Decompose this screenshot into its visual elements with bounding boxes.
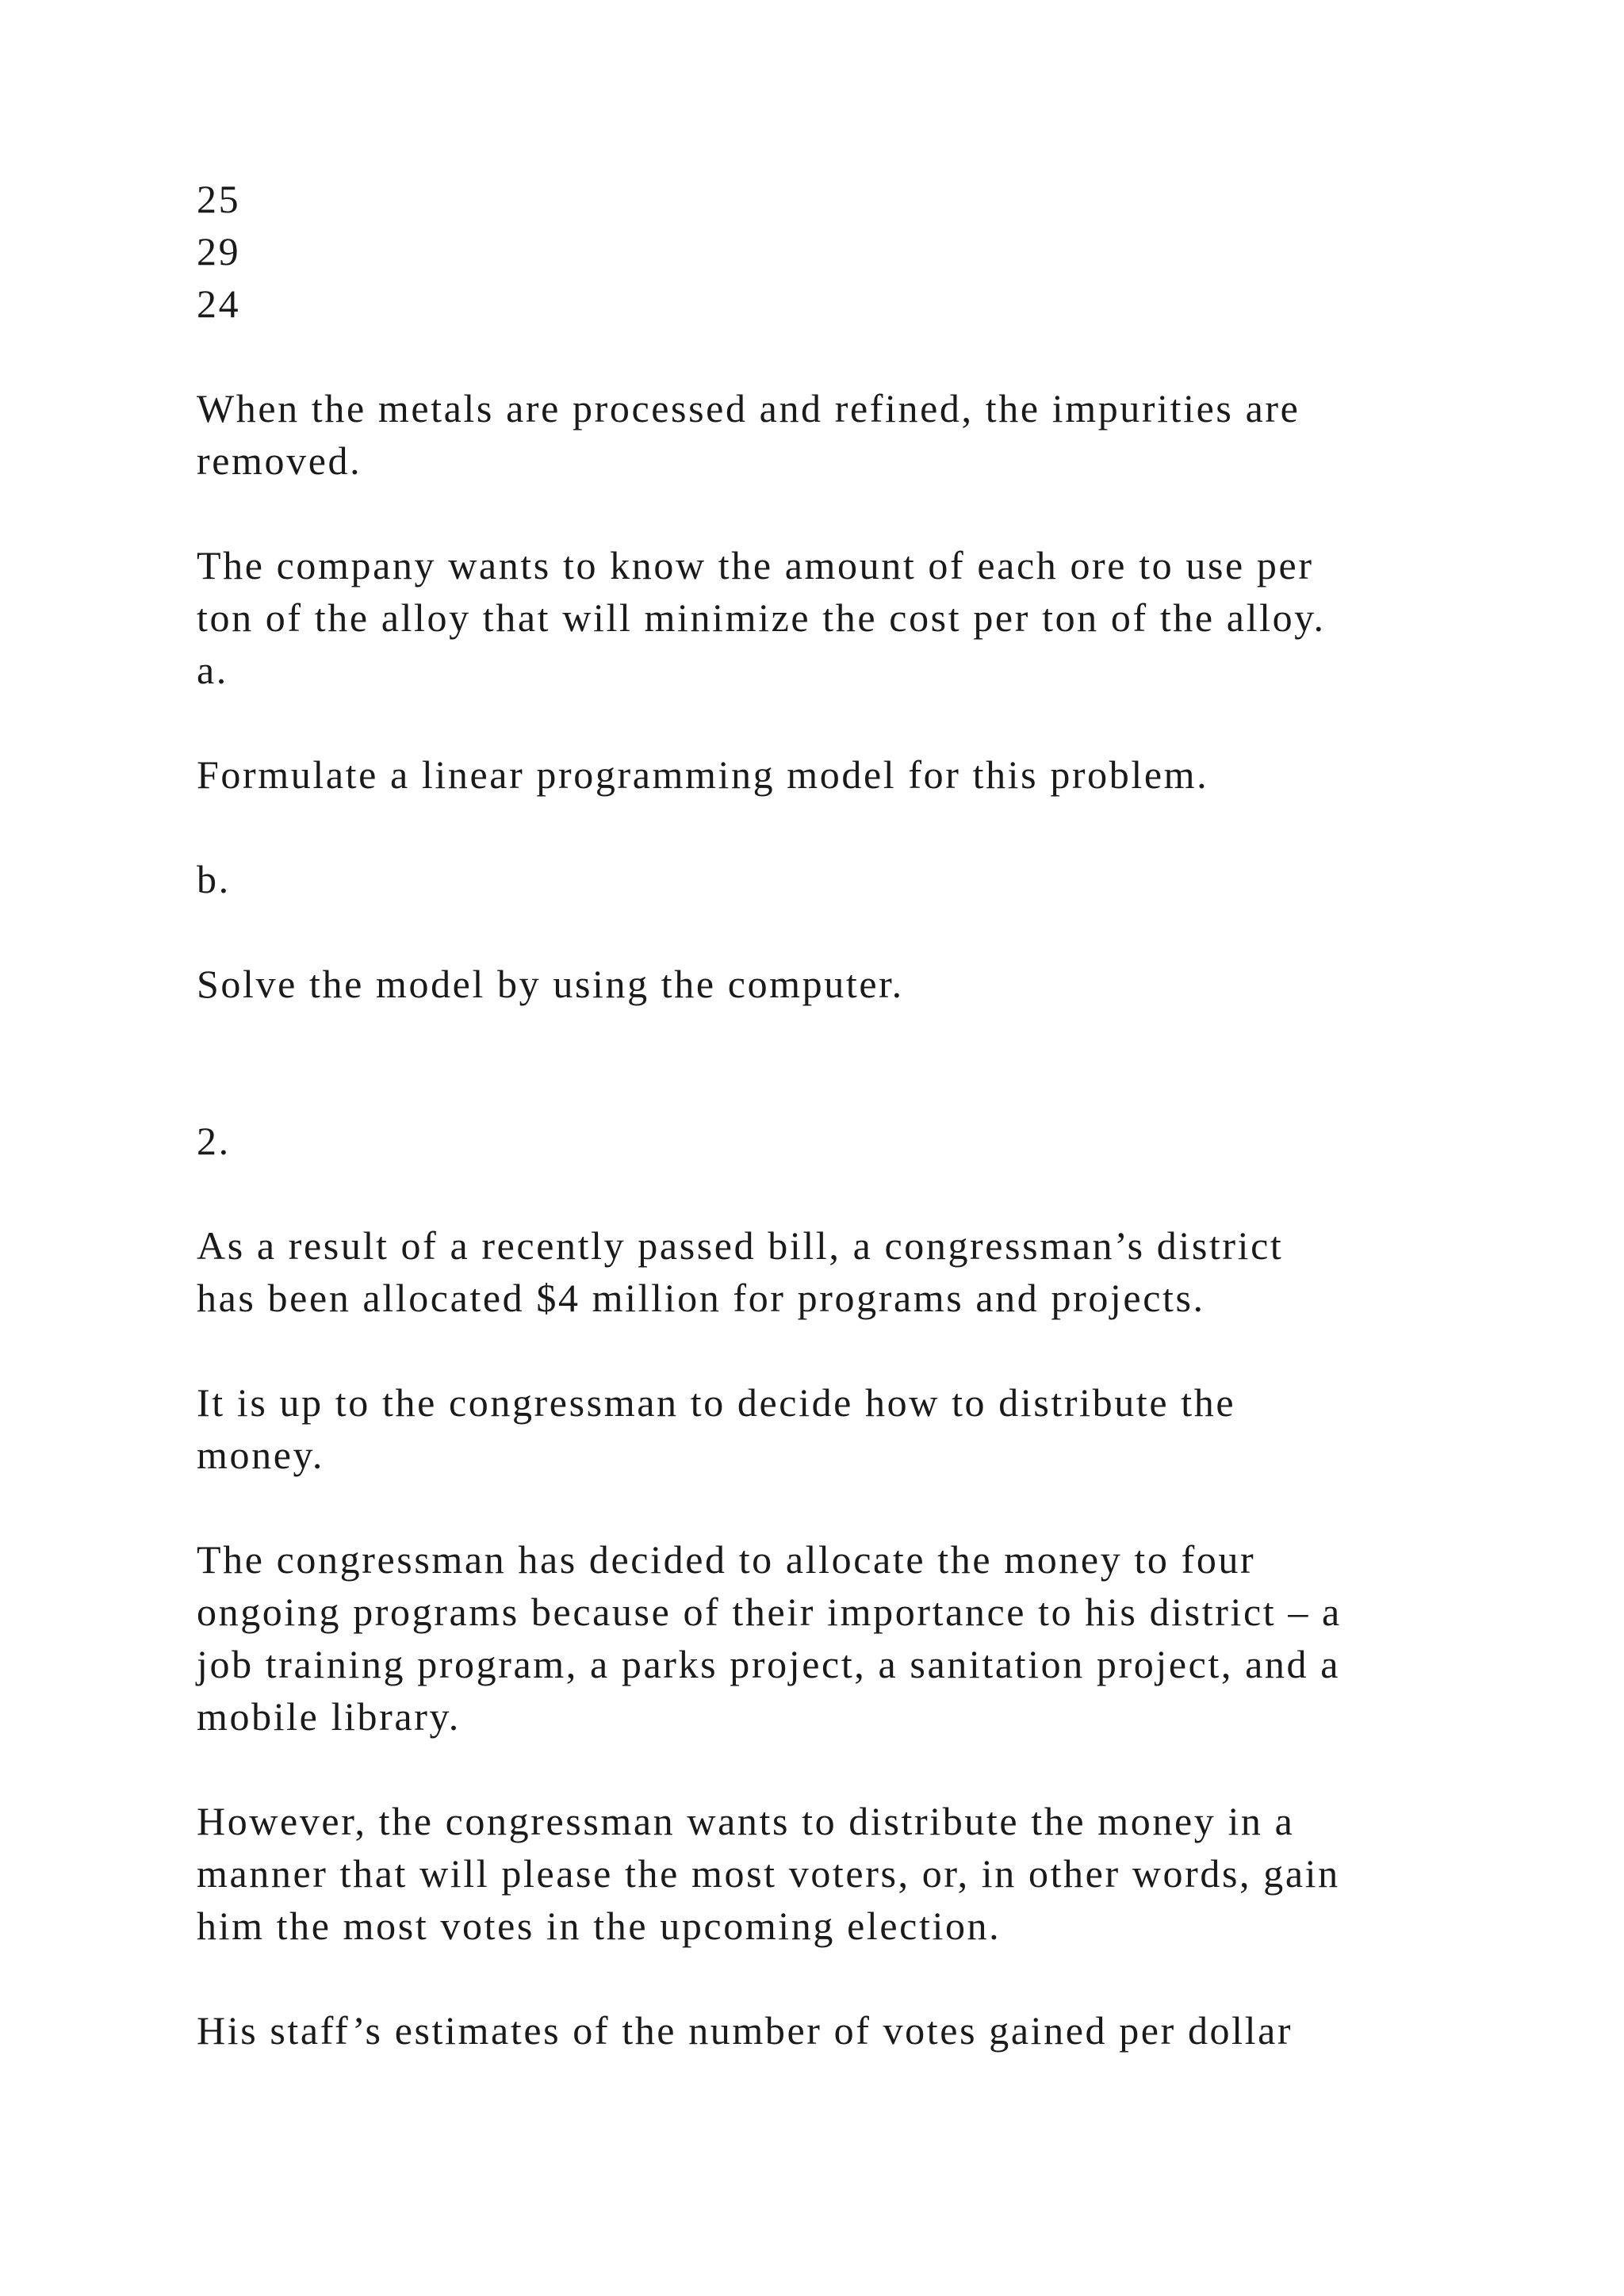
item-label-a: a. xyxy=(197,648,228,692)
text-line: money. xyxy=(197,1433,324,1477)
paragraph-decide xyxy=(197,1376,1481,1481)
item-label-b xyxy=(197,853,1481,905)
text-line: ton of the alloy that will minimize the cost per ton of the alloy. xyxy=(197,595,1326,640)
text-line: ongoing programs because of their importance to his district – a xyxy=(197,1590,1342,1634)
document-body xyxy=(197,173,1481,2057)
text-line: The congressman has decided to allocate the money to four xyxy=(197,1537,1256,1582)
paragraph-staff xyxy=(197,2004,1481,2057)
number-list xyxy=(197,173,1481,330)
text-line: The company wants to know the amount of each ore to use per xyxy=(197,543,1314,587)
paragraph-refine xyxy=(197,382,1481,487)
problem-number-2 xyxy=(197,1115,1481,1167)
text-line: Solve the model by using the computer. xyxy=(197,962,904,1006)
text-line: It is up to the congressman to decide how to distribute the xyxy=(197,1380,1236,1425)
text-line: 2. xyxy=(197,1119,231,1163)
text-line: removed. xyxy=(197,438,362,483)
text-line: b. xyxy=(197,857,231,901)
paragraph-solve xyxy=(197,958,1481,1010)
text-line: mobile library. xyxy=(197,1694,461,1739)
number-value: 29 xyxy=(197,229,241,274)
blank-line xyxy=(197,1062,1481,1115)
paragraph-company xyxy=(197,539,1481,696)
text-line: manner that will please the most voters, or, in other words, gain xyxy=(197,1851,1340,1896)
text-line: him the most votes in the upcoming election. xyxy=(197,1904,1002,1948)
paragraph-bill xyxy=(197,1219,1481,1324)
number-value: 24 xyxy=(197,281,241,326)
text-line: has been allocated $4 million for programs and projects. xyxy=(197,1276,1205,1320)
text-line: However, the congressman wants to distribute the money in a xyxy=(197,1799,1295,1843)
paragraph-programs xyxy=(197,1533,1481,1743)
text-line: Formulate a linear programming model for this problem. xyxy=(197,752,1209,797)
text-line: job training program, a parks project, a sanitation project, and a xyxy=(197,1642,1341,1686)
number-value: 25 xyxy=(197,177,241,221)
text-line: When the metals are processed and refined, the impurities are xyxy=(197,386,1300,430)
text-line: His staff’s estimates of the number of votes gained per dollar xyxy=(197,2008,1293,2053)
paragraph-formulate xyxy=(197,748,1481,801)
paragraph-voters xyxy=(197,1795,1481,1952)
text-line: As a result of a recently passed bill, a congressman’s district xyxy=(197,1223,1284,1268)
